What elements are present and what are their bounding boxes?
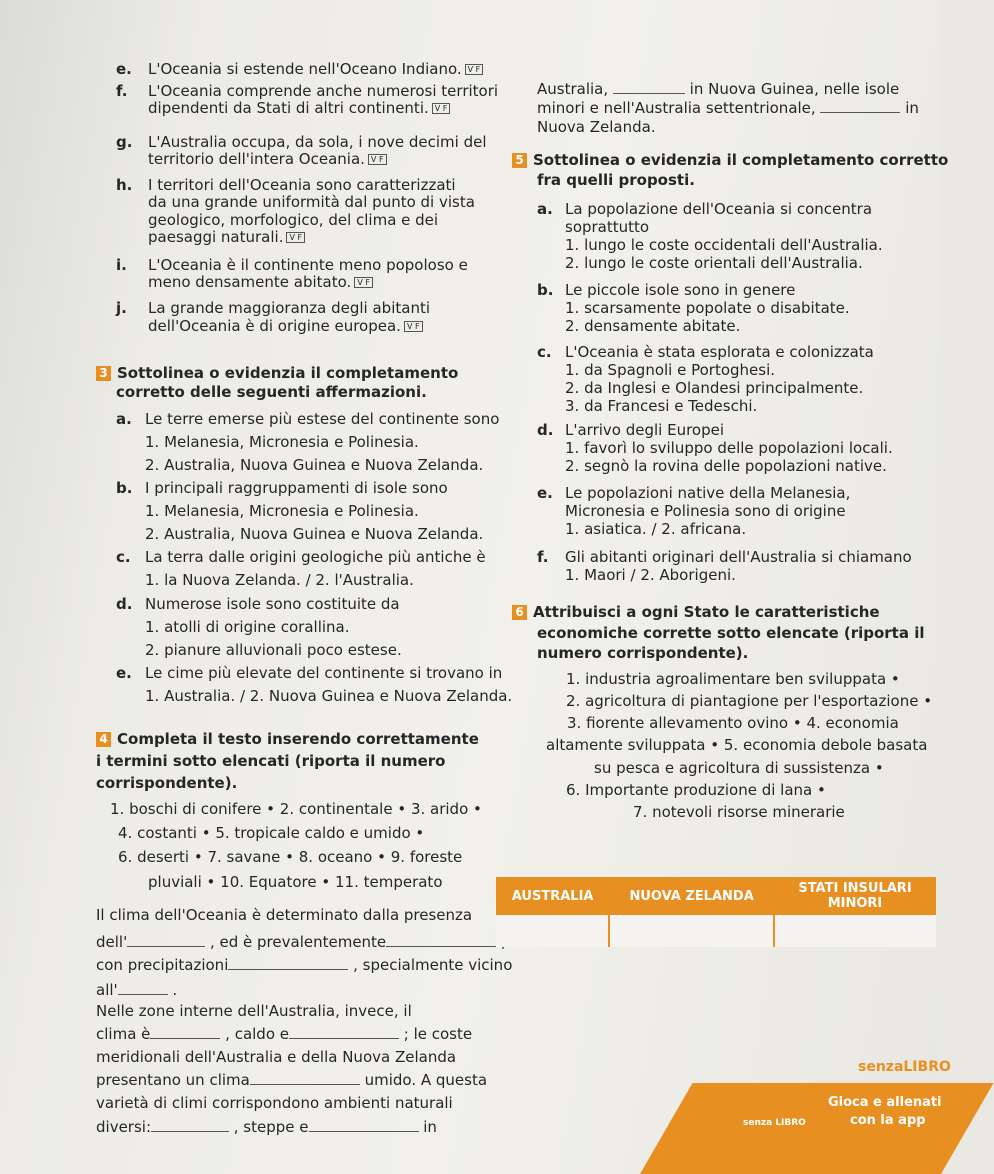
senza-libro-badge: senza LIBRO: [743, 1118, 806, 1128]
true-false-box[interactable]: V F: [404, 321, 423, 332]
fill-in-line: [96, 956, 512, 974]
statement-line: La grande maggioranza degli abitanti: [148, 299, 430, 317]
item-letter: b.: [537, 281, 554, 299]
item-letter: a.: [116, 410, 132, 428]
brand-logo: senzaLIBRO: [858, 1059, 951, 1075]
item-letter: d.: [537, 421, 554, 439]
statement-line: paesaggi naturali. V F: [148, 228, 305, 246]
item-letter: c.: [537, 343, 552, 361]
statement-line: L'Oceania si estende nell'Oceano Indiano. V F: [148, 60, 483, 78]
answer-option: 1. Melanesia, Micronesia e Polinesia.: [145, 502, 419, 520]
text-fragment: meridionali dell'Australia e della Nuova Zelanda: [96, 1048, 457, 1066]
true-false-box[interactable]: V F: [465, 64, 484, 75]
text-fragment: , ed è prevalentemente: [205, 933, 387, 951]
answer-option: 2. lungo le coste orientali dell'Australia.: [565, 254, 863, 272]
exercise-4-title: 4 Completa il testo inserendo correttamente: [96, 730, 479, 748]
answer-option: 2. da Inglesi e Olandesi principalmente.: [565, 379, 864, 397]
true-false-box[interactable]: V F: [432, 103, 451, 114]
exercise-3-title-line: corretto delle seguenti affermazioni.: [116, 383, 427, 401]
states-table: [496, 877, 936, 947]
fill-in-line: [96, 1071, 487, 1089]
exercise-6-title: 6 Attribuisci a ogni Stato le caratteristiche: [512, 603, 880, 621]
true-false-box[interactable]: V F: [368, 154, 387, 165]
text-fragment: Nelle zone interne dell'Australia, invece, il: [96, 1002, 412, 1020]
statement-line: I territori dell'Oceania sono caratterizzati: [148, 176, 456, 194]
exercise-4-title-line: corrispondente).: [96, 774, 238, 792]
statement-line: L'Oceania è il continente meno popoloso e: [148, 256, 468, 274]
answer-blank[interactable]: [250, 1084, 360, 1085]
text-fragment: diversi:: [96, 1118, 151, 1136]
question-stem: Gli abitanti originari dell'Australia si chiamano: [565, 548, 912, 566]
table-header-nuova-zelanda: NUOVA ZELANDA: [609, 877, 774, 915]
characteristic-line: 7. notevoli risorse minerarie: [633, 803, 845, 821]
statement-line: L'Australia occupa, da sola, i nove decimi del: [148, 133, 487, 151]
exercise-4-number: 4: [96, 732, 111, 747]
answer-option: 1. lungo le coste occidentali dell'Australia.: [565, 236, 883, 254]
fill-in-line: [96, 1118, 437, 1136]
answer-blank[interactable]: [127, 946, 205, 947]
text-fragment: con precipitazioni: [96, 956, 229, 974]
answer-option: 2. Australia, Nuova Guinea e Nuova Zelanda.: [145, 525, 484, 543]
text-fragment: dell': [96, 933, 128, 951]
exercise-5-number: 5: [512, 153, 527, 168]
item-letter: f.: [537, 548, 549, 566]
statement-line: meno densamente abitato. V F: [148, 273, 373, 291]
item-letter: f.: [116, 82, 128, 100]
answer-option: 1. la Nuova Zelanda. / 2. l'Australia.: [145, 571, 414, 589]
fill-in-line: [96, 1048, 456, 1066]
true-false-box[interactable]: V F: [354, 277, 373, 288]
question-stem: L'arrivo degli Europei: [565, 421, 725, 439]
item-letter: a.: [537, 200, 553, 218]
item-letter: c.: [116, 548, 131, 566]
exercise-3-title: 3 Sottolinea o evidenzia il completamento: [96, 364, 458, 382]
text-fragment: , caldo e: [220, 1025, 289, 1043]
answer-blank[interactable]: [309, 1131, 419, 1132]
fill-in-line: [96, 1002, 412, 1020]
answer-option: 1. Maori / 2. Aborigeni.: [565, 566, 736, 584]
fill-in-line: Australia, in Nuova Guinea, nelle isole: [537, 80, 900, 98]
item-letter: i.: [116, 256, 127, 274]
item-letter: d.: [116, 595, 133, 613]
question-stem: Numerose isole sono costituite da: [145, 595, 400, 613]
answer-blank[interactable]: [386, 946, 496, 947]
answer-blank[interactable]: [289, 1038, 399, 1039]
item-letter: b.: [116, 479, 133, 497]
item-letter: j.: [116, 299, 127, 317]
question-stem: L'Oceania è stata esplorata e colonizzata: [565, 343, 874, 361]
answer-blank[interactable]: [613, 93, 685, 94]
text-fragment: , steppe e: [229, 1118, 309, 1136]
terms-list-line: 6. deserti • 7. savane • 8. oceano • 9. foreste: [118, 848, 463, 866]
fill-in-line: [96, 981, 177, 999]
answer-blank[interactable]: [228, 969, 348, 970]
fill-in-line: [96, 906, 472, 924]
answer-option: 2. pianure alluvionali poco estese.: [145, 641, 402, 659]
fill-in-line: Nuova Zelanda.: [537, 118, 656, 136]
question-stem: Le popolazioni native della Melanesia,: [565, 484, 851, 502]
question-stem: I principali raggruppamenti di isole sono: [145, 479, 448, 497]
characteristic-line: 1. industria agroalimentare ben sviluppata •: [566, 670, 900, 688]
statement-line: geologico, morfologico, del clima e dei: [148, 211, 439, 229]
item-letter: g.: [116, 133, 133, 151]
exercise-5-title-line: fra quelli proposti.: [537, 171, 695, 189]
fill-in-line: [96, 933, 506, 951]
text-fragment: , specialmente vicino: [348, 956, 513, 974]
text-fragment: umido. A questa: [359, 1071, 488, 1089]
answer-blank[interactable]: [151, 1131, 229, 1132]
answer-blank[interactable]: [118, 994, 168, 995]
characteristic-line: altamente sviluppata • 5. economia debole basata: [546, 736, 928, 754]
characteristic-line: 2. agricoltura di piantagione per l'esportazione •: [566, 692, 933, 710]
question-stem: La terra dalle origini geologiche più antiche è: [145, 548, 486, 566]
fill-in-line: [96, 1094, 453, 1112]
question-stem: Le terre emerse più estese del continente sono: [145, 410, 500, 428]
fill-in-line: [96, 1025, 472, 1043]
answer-option: 2. Australia, Nuova Guinea e Nuova Zelanda.: [145, 456, 484, 474]
banner-line-1: Gioca e allenati: [828, 1095, 942, 1110]
exercise-6-title-line: economiche corrette sotto elencate (riporta il: [537, 624, 925, 642]
text-fragment: presentano un clima: [96, 1071, 250, 1089]
answer-option: 1. scarsamente popolate o disabitate.: [565, 299, 850, 317]
answer-option: 1. asiatica. / 2. africana.: [565, 520, 747, 538]
answer-blank[interactable]: [150, 1038, 220, 1039]
terms-list-line: 1. boschi di conifere • 2. continentale • 3. arido •: [110, 800, 482, 818]
banner-line-2: con la app: [850, 1113, 926, 1128]
answer-cell-stati-insulari[interactable]: [774, 915, 936, 947]
question-stem: Micronesia e Polinesia sono di origine: [565, 502, 846, 520]
text-fragment: all': [96, 981, 118, 999]
answer-blank[interactable]: [820, 112, 900, 113]
exercise-6-title-line: numero corrispondente).: [537, 644, 749, 662]
question-stem: soprattutto: [565, 218, 650, 236]
item-letter: h.: [116, 176, 133, 194]
answer-option: 2. densamente abitate.: [565, 317, 741, 335]
answer-option: 1. Australia. / 2. Nuova Guinea e Nuova Zelanda.: [145, 687, 513, 705]
answer-option: 1. da Spagnoli e Portoghesi.: [565, 361, 776, 379]
true-false-box[interactable]: V F: [286, 232, 305, 243]
fill-in-line: minori e nell'Australia settentrionale, in: [537, 99, 919, 117]
statement-line: territorio dell'intera Oceania. V F: [148, 150, 387, 168]
text-fragment: varietà di climi corrispondono ambienti naturali: [96, 1094, 453, 1112]
exercise-3-number: 3: [96, 366, 111, 381]
statement-line: L'Oceania comprende anche numerosi territori: [148, 82, 499, 100]
answer-option: 1. Melanesia, Micronesia e Polinesia.: [145, 433, 419, 451]
text-fragment: ; le coste: [399, 1025, 473, 1043]
terms-list-line: 4. costanti • 5. tropicale caldo e umido •: [118, 824, 425, 842]
question-stem: Le piccole isole sono in genere: [565, 281, 796, 299]
table-header-stati-insulari: STATI INSULARI MINORI: [774, 877, 936, 915]
question-stem: La popolazione dell'Oceania si concentra: [565, 200, 873, 218]
table-header-australia: AUSTRALIA: [496, 877, 609, 915]
answer-option: 3. da Francesi e Tedeschi.: [565, 397, 758, 415]
statement-line: dipendenti da Stati di altri continenti. V F: [148, 99, 450, 117]
item-letter: e.: [116, 60, 132, 78]
answer-option: 1. atolli di origine corallina.: [145, 618, 350, 636]
exercise-4-title-line: i termini sotto elencati (riporta il numero: [96, 752, 446, 770]
text-fragment: in: [418, 1118, 437, 1136]
text-fragment: .: [167, 981, 178, 999]
characteristic-line: su pesca e agricoltura di sussistenza •: [594, 759, 884, 777]
answer-cell-australia[interactable]: [496, 915, 609, 947]
text-fragment: clima è: [96, 1025, 151, 1043]
characteristic-line: 3. fiorente allevamento ovino • 4. economia: [567, 714, 899, 732]
exercise-6-number: 6: [512, 605, 527, 620]
terms-list-line: pluviali • 10. Equatore • 11. temperato: [148, 873, 443, 891]
statement-line: dell'Oceania è di origine europea. V F: [148, 317, 423, 335]
item-letter: e.: [537, 484, 553, 502]
text-fragment: Il clima dell'Oceania è determinato dalla presenza: [96, 906, 473, 924]
item-letter: e.: [116, 664, 132, 682]
question-stem: Le cime più elevate del continente si trovano in: [145, 664, 503, 682]
characteristic-line: 6. Importante produzione di lana •: [566, 781, 826, 799]
answer-option: 2. segnò la rovina delle popolazioni native.: [565, 457, 887, 475]
statement-line: da una grande uniformità dal punto di vista: [148, 193, 475, 211]
answer-option: 1. favorì lo sviluppo delle popolazioni locali.: [565, 439, 893, 457]
answer-cell-nuova-zelanda[interactable]: [609, 915, 774, 947]
exercise-5-title: 5 Sottolinea o evidenzia il completamento corretto: [512, 151, 948, 169]
